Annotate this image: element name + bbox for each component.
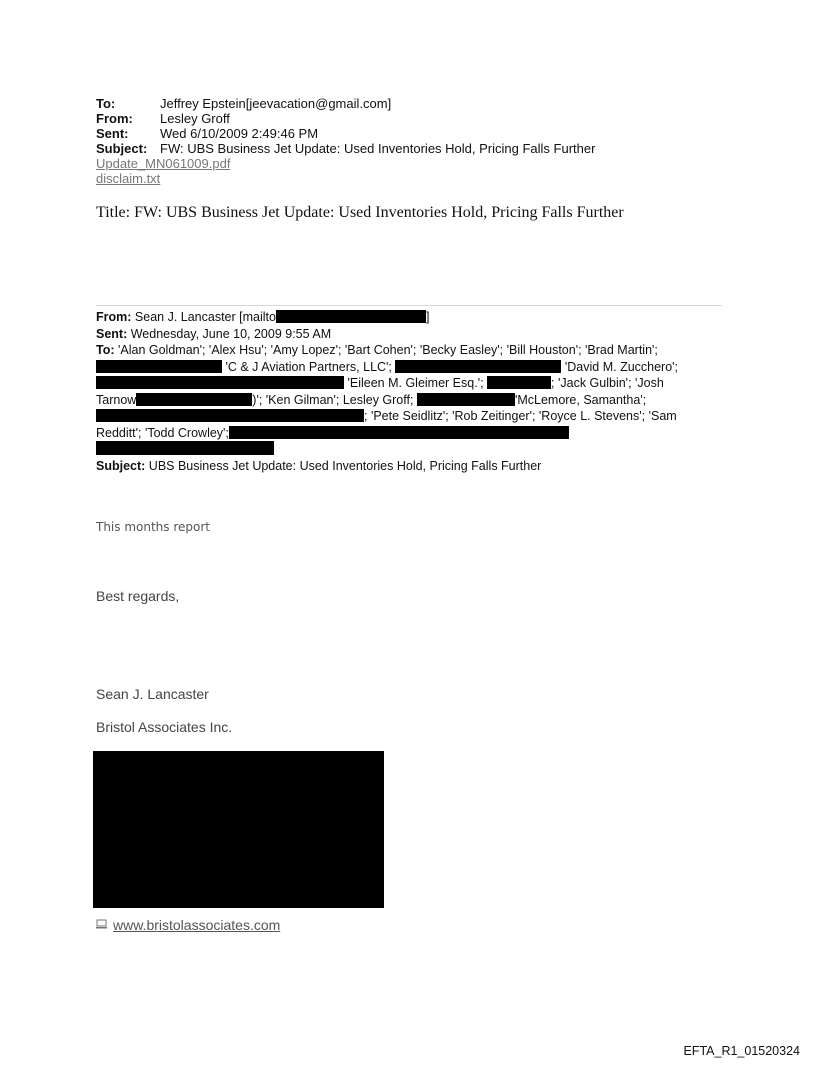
- from-label: From:: [96, 111, 133, 126]
- fwd-to-line-6: [96, 425, 722, 442]
- fwd-to-text: 'Alan Goldman'; 'Alex Hsu'; 'Amy Lopez'; 'Bart Cohen'; 'Becky Easley'; 'Bill Houston'; 'Brad Martin';: [118, 343, 658, 357]
- regards-line: Best regards,: [96, 588, 180, 604]
- fwd-to-line-5: [96, 408, 722, 425]
- sent-row: [96, 126, 595, 141]
- attachment-link-txt[interactable]: disclaim.txt: [96, 171, 161, 186]
- redaction-bar: [96, 360, 222, 373]
- sent-value: Wed 6/10/2009 2:49:46 PM: [160, 126, 319, 141]
- from-value: Lesley Groff: [160, 111, 230, 126]
- fwd-to-text: 'McLemore, Samantha';: [514, 392, 647, 407]
- subject-value: FW: UBS Business Jet Update: Used Inventories Hold, Pricing Falls Further: [160, 141, 596, 156]
- email-header: [96, 96, 595, 186]
- report-line: This months report: [96, 520, 210, 534]
- fwd-sent-row: [96, 326, 722, 343]
- redaction-bar: [395, 360, 561, 373]
- fwd-from-text: Sean J. Lancaster [mailto: [134, 310, 276, 324]
- fwd-sent-label: Sent:: [96, 326, 128, 341]
- website-link[interactable]: www.bristolassociates.com: [113, 917, 281, 933]
- fwd-from-label: From:: [96, 310, 132, 324]
- fwd-to-line-3: [96, 375, 722, 392]
- subject-label: Subject:: [96, 141, 148, 156]
- to-label: To:: [96, 96, 116, 111]
- redaction-bar: [417, 393, 515, 406]
- fwd-from-close: ]: [425, 310, 430, 324]
- subject-row: [96, 141, 595, 156]
- fwd-to-text: )'; 'Ken Gilman'; Lesley Groff;: [252, 392, 414, 407]
- computer-icon: [96, 916, 107, 932]
- from-row: [96, 111, 595, 126]
- redaction-bar: [136, 393, 252, 406]
- fwd-to-line-7: [96, 441, 722, 457]
- fwd-to-text: ; 'Pete Seidlitz'; 'Rob Zeitinger'; 'Royce L. Stevens'; 'Sam: [364, 409, 677, 423]
- redaction-bar: [96, 376, 344, 389]
- fwd-to-text: Tarnow: [96, 392, 137, 407]
- fwd-to-line-2: [96, 359, 722, 376]
- redaction-bar: [96, 441, 274, 455]
- fwd-to-text: ; 'Jack Gulbin'; 'Josh: [551, 376, 664, 390]
- redacted-logo-block: [93, 751, 384, 908]
- attachment-link-pdf[interactable]: Update_MN061009.pdf: [96, 156, 231, 171]
- fwd-to-text: 'Eileen M. Gleimer Esq.';: [347, 376, 484, 390]
- to-row: [96, 96, 595, 111]
- fwd-to-label: To:: [96, 343, 115, 357]
- fwd-subject-row: [96, 458, 722, 475]
- signature-name: Sean J. Lancaster: [96, 686, 209, 702]
- website-row: [96, 916, 280, 933]
- redaction-bar: [487, 376, 551, 389]
- fwd-to-text: 'C & J Aviation Partners, LLC';: [225, 359, 392, 374]
- document-id: EFTA_R1_01520324: [683, 1044, 800, 1058]
- fwd-to-line-1: [96, 342, 722, 359]
- signature-company: Bristol Associates Inc.: [96, 719, 233, 735]
- fwd-to-text: 'David M. Zucchero';: [564, 359, 679, 374]
- fwd-to-line-4: [96, 392, 722, 409]
- forwarded-header: [96, 309, 722, 475]
- fwd-subject-label: Subject:: [96, 459, 146, 473]
- fwd-sent-value: Wednesday, June 10, 2009 9:55 AM: [130, 326, 332, 341]
- fwd-subject-value: UBS Business Jet Update: Used Inventories Hold, Pricing Falls Further: [148, 459, 542, 473]
- to-value: Jeffrey Epstein[jeevacation@gmail.com]: [160, 96, 392, 111]
- divider: [96, 305, 722, 306]
- redaction-bar: [276, 310, 426, 323]
- fwd-from-row: [96, 309, 722, 326]
- sent-label: Sent:: [96, 126, 129, 141]
- redaction-bar: [229, 426, 569, 439]
- fwd-to-text: Redditt'; 'Todd Crowley';: [96, 425, 229, 440]
- document-title: Title: FW: UBS Business Jet Update: Used Inventories Hold, Pricing Falls Further: [96, 204, 624, 221]
- redaction-bar: [96, 409, 364, 422]
